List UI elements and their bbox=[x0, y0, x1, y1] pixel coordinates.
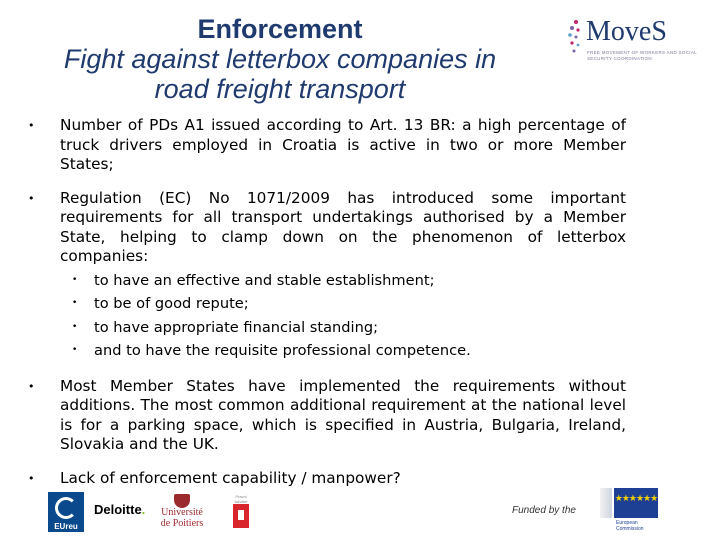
deloitte-label: Deloitte bbox=[94, 502, 142, 517]
sub-item bbox=[68, 269, 626, 293]
ec-building-icon bbox=[600, 488, 612, 518]
university-crest-icon bbox=[174, 494, 190, 508]
bullet-text: Number of PDs A1 issued according to Art. 13 BR: a high percentage of truck drivers employed in Croatia is active in two or more Member States; bbox=[60, 116, 626, 173]
sub-item-text: to be of good repute; bbox=[94, 295, 249, 313]
eureu-mark-icon bbox=[48, 492, 84, 522]
moves-logo bbox=[566, 14, 698, 72]
moves-mark-icon bbox=[566, 18, 586, 58]
eu-line-2: Commission bbox=[616, 526, 644, 532]
moves-wordmark bbox=[586, 16, 667, 48]
bullet-text: Lack of enforcement capability / manpower? bbox=[60, 468, 401, 487]
european-commission-label bbox=[616, 520, 660, 532]
title-sub-line-1: Fight against letterbox companies in bbox=[63, 44, 497, 74]
bullet-item bbox=[28, 189, 626, 363]
sub-list bbox=[68, 269, 626, 363]
sub-bullet-glyph: • bbox=[72, 298, 78, 309]
moves-tagline: FREE MOVEMENT OF WORKERS AND SOCIAL SECURITY COORDINATION bbox=[587, 50, 697, 61]
university-line-2: de Poitiers bbox=[160, 518, 204, 529]
eu-flag-icon bbox=[614, 488, 658, 518]
sub-bullet-glyph: • bbox=[72, 345, 78, 356]
sub-bullet-glyph: • bbox=[72, 321, 78, 332]
bullet-glyph: • bbox=[28, 191, 35, 205]
sub-bullet-glyph: • bbox=[72, 274, 78, 285]
eureu-label: EUreu bbox=[48, 522, 84, 532]
zagreb-mark-icon bbox=[233, 504, 249, 528]
sub-item-text: to have an effective and stable establishment; bbox=[94, 271, 435, 289]
university-name bbox=[154, 507, 210, 529]
moves-name: MoveS bbox=[586, 16, 667, 47]
eu-stars: ★★★★★★ bbox=[614, 494, 658, 504]
sub-item-text: and to have the requisite professional competence. bbox=[94, 342, 471, 360]
eureu-logo bbox=[48, 492, 84, 532]
eu-line-1: European bbox=[616, 520, 638, 526]
bullet-glyph: • bbox=[28, 379, 35, 393]
bullet-glyph: • bbox=[28, 471, 35, 485]
university-line-1: Université bbox=[161, 507, 203, 518]
bullet-text: Most Member States have implemented the requirements without additions. The most common additional requirement at the national level is for a parking space, which is specified in Austria, Bulgaria, Ireland, Slovakia and the UK. bbox=[60, 376, 626, 454]
zagreb-faculty-logo bbox=[230, 494, 252, 530]
zagreb-caption: Pravni fakultet bbox=[234, 494, 248, 504]
sub-item bbox=[68, 339, 626, 363]
sub-item bbox=[68, 292, 626, 316]
title-sub-line-2: road freight transport bbox=[154, 74, 406, 104]
deloitte-logo bbox=[94, 502, 145, 517]
funded-by-text: Funded by the bbox=[512, 505, 576, 516]
bullet-item bbox=[28, 469, 626, 489]
bullet-glyph: • bbox=[28, 119, 35, 132]
bullet-item bbox=[28, 116, 626, 175]
sub-item-text: to have appropriate financial standing; bbox=[94, 318, 379, 336]
slide-body bbox=[28, 116, 626, 502]
slide-title bbox=[20, 14, 540, 104]
european-commission-logo bbox=[600, 488, 672, 532]
deloitte-dot: . bbox=[141, 502, 146, 517]
title-main: Enforcement bbox=[197, 14, 363, 44]
university-poitiers-logo bbox=[154, 494, 210, 530]
bullet-text: Regulation (EC) No 1071/2009 has introduced some important requirements for all transport undertakings authorised by a Member State, helping to clamp down on the phenomenon of letterbox companies: bbox=[60, 188, 626, 265]
sub-item bbox=[68, 316, 626, 340]
bullet-item bbox=[28, 377, 626, 455]
